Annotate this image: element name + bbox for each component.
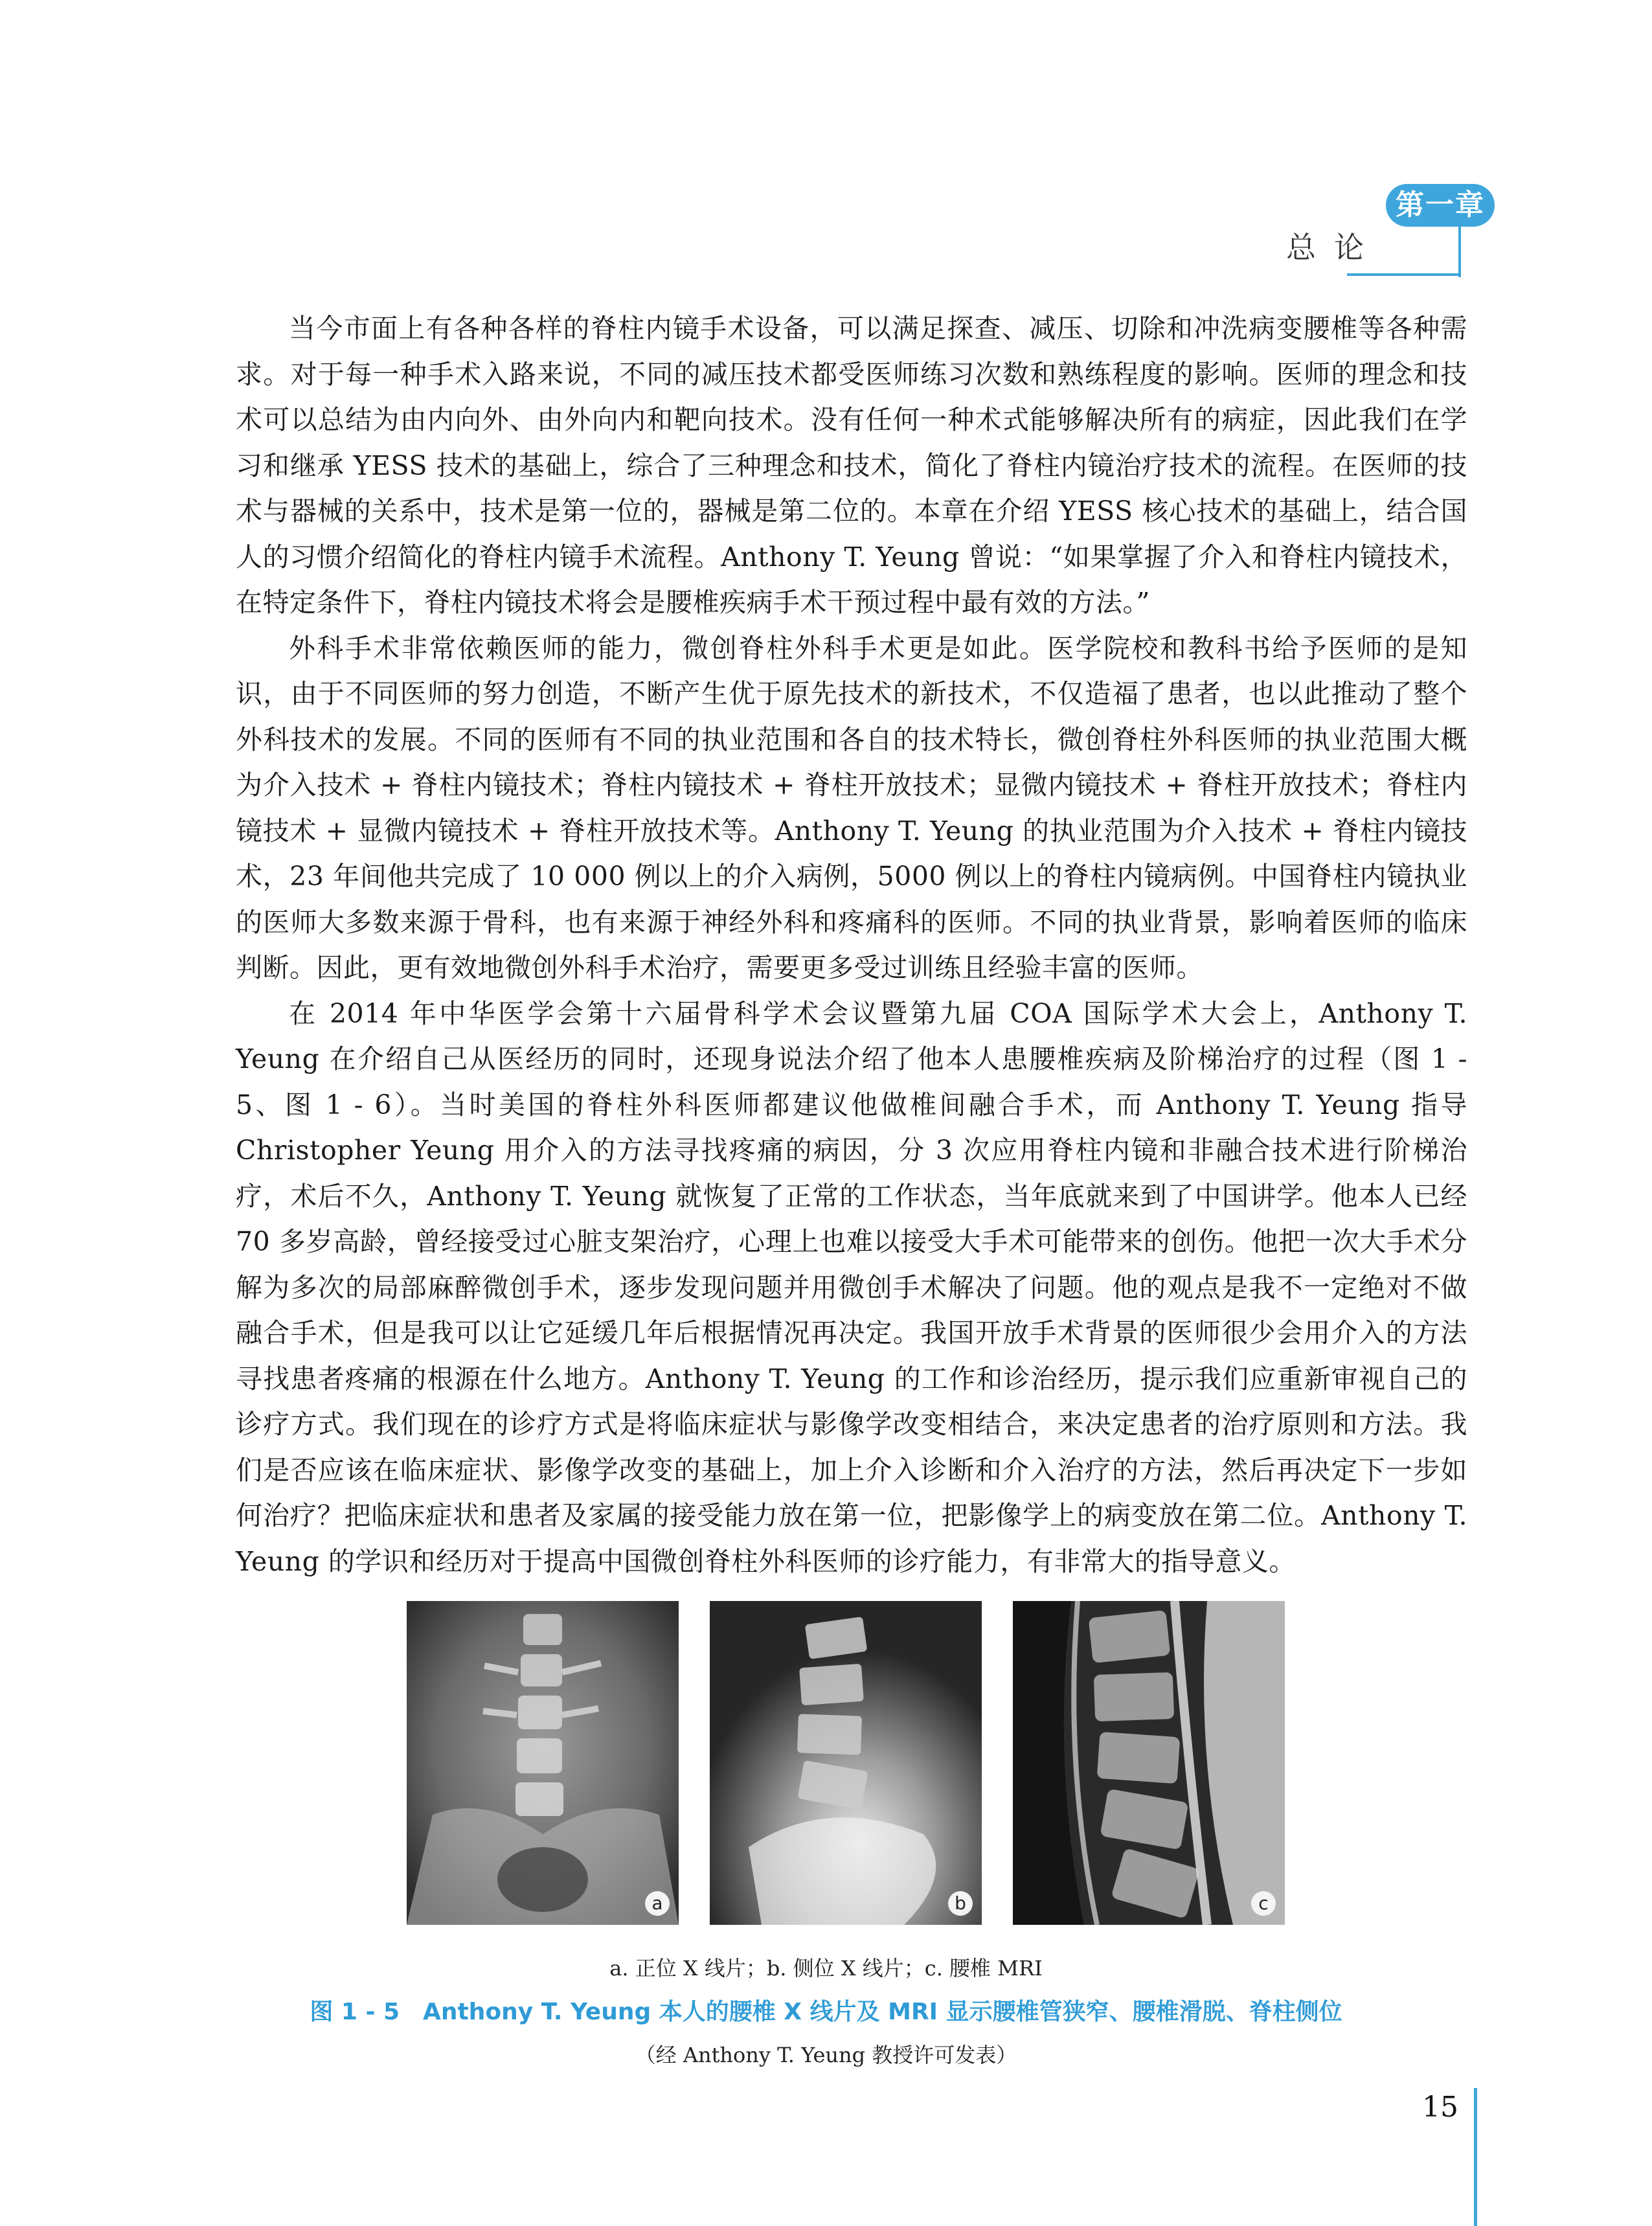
panel-label-a: a <box>645 1891 670 1916</box>
figure-caption <box>0 1993 1652 2027</box>
body-text <box>236 306 1467 1584</box>
figure-1-5-images <box>407 1601 1285 1925</box>
paragraph-3: 在 2014 年中华医学会第十六届骨科学术会议暨第九届 COA 国际学术大会上，Anthony T. Yeung 在介绍自己从医经历的同时，还现身说法介绍了他本人患腰椎疾病及阶梯治疗的过程（图 1 - 5、图 1 - 6）。当时美国的脊柱外科医师都建议他做椎间融合手术，而 Anthony T. Yeung 指导 Christopher Yeung 用介入的方法寻找疼痛的病因，分 3 次应用脊柱内镜和非融合技术进行阶梯治疗，术后不久，Anthony T. Yeung 就恢复了正常的工作状态，当年底就来到了中国讲学。他本人已经 70 多岁高龄，曾经接受过心脏支架治疗，心理上也难以接受大手术可能带来的创伤。他把一次大手术分解为多次的局部麻醉微创手术，逐步发现问题并用微创手术解决了问题。他的观点是我不一定绝对不做融合手术，但是我可以让它延缓几年后根据情况再决定。我国开放手术背景的医师很少会用介入的方法寻找患者疼痛的根源在什么地方。Anthony T. Yeung 的工作和诊治经历，提示我们应重新审视自己的诊疗方式。我们现在的诊疗方式是将临床症状与影像学改变相结合，来决定患者的治疗原则和方法。我们是否应该在临床症状、影像学改变的基础上，加上介入诊断和介入治疗的方法，然后再决定下一步如何治疗？把临床症状和患者及家属的接受能力放在第一位，把影像学上的病变放在第二位。Anthony T. Yeung 的学识和经历对于提高中国微创脊柱外科医师的诊疗能力，有非常大的指导意义。 <box>236 997 1467 1577</box>
chapter-badge: 第一章 <box>1386 184 1495 227</box>
paragraph-2: 外科手术非常依赖医师的能力，微创脊柱外科手术更是如此。医学院校和教科书给予医师的是知识，由于不同医师的努力创造，不断产生优于原先技术的新技术，不仅造福了患者，也以此推动了整个外科技术的发展。不同的医师有不同的执业范围和各自的技术特长，微创脊柱外科医师的执业范围大概为介入技术 + 脊柱内镜技术；脊柱内镜技术 + 脊柱开放技术；显微内镜技术 + 脊柱开放技术；脊柱内镜技术 + 显微内镜技术 + 脊柱开放技术等。Anthony T. Yeung 的执业范围为介入技术 + 脊柱内镜技术，23 年间他共完成了 10 000 例以上的介入病例，5000 例以上的脊柱内镜病例。中国脊柱内镜执业的医师大多数来源于骨科，也有来源于神经外科和疼痛科的医师。不同的执业背景，影响着医师的临床判断。因此，更有效地微创外科手术治疗，需要更多受过训练且经验丰富的医师。 <box>236 632 1467 983</box>
paragraph-1: 当今市面上有各种各样的脊柱内镜手术设备，可以满足探查、减压、切除和冲洗病变腰椎等各种需求。对于每一种手术入路来说，不同的减压技术都受医师练习次数和熟练程度的影响。医师的理念和技术可以总结为由内向外、由外向内和靶向技术。没有任何一种术式能够解决所有的病症，因此我们在学习和继承 YESS 技术的基础上，综合了三种理念和技术，简化了脊柱内镜治疗技术的流程。在医师的技术与器械的关系中，技术是第一位的，器械是第二位的。本章在介绍 YESS 核心技术的基础上，结合国人的习惯介绍简化的脊柱内镜手术流程。Anthony T. Yeung 曾说：“如果掌握了介入和脊柱内镜技术，在特定条件下，脊柱内镜技术将会是腰椎疾病手术干预过程中最有效的方法。” <box>236 313 1467 618</box>
xray-ap-image <box>407 1601 679 1925</box>
mri-image <box>1013 1601 1285 1925</box>
page-edge-rule <box>1474 2088 1477 2226</box>
figure-subcaption: a. 正位 X 线片；b. 侧位 X 线片；c. 腰椎 MRI <box>609 1956 1043 1981</box>
figure-caption-text: Anthony T. Yeung 本人的腰椎 X 线片及 MRI 显示腰椎管狭窄、腰椎滑脱、脊柱侧位 <box>423 1999 1342 2025</box>
chapter-rule-horizontal <box>1347 273 1461 276</box>
xray-lateral-image <box>710 1601 982 1925</box>
panel-label-c: c <box>1251 1891 1276 1916</box>
page-number: 15 <box>1422 2091 1458 2124</box>
figure-number: 图 1 - 5 <box>310 1999 400 2025</box>
panel-label-b: b <box>948 1891 973 1916</box>
chapter-rule-vertical <box>1458 225 1461 277</box>
chapter-title: 总论 <box>1286 230 1382 265</box>
chapter-header <box>1256 179 1485 276</box>
figure-permission-note: （经 Anthony T. Yeung 教授许可发表） <box>635 2043 1017 2067</box>
